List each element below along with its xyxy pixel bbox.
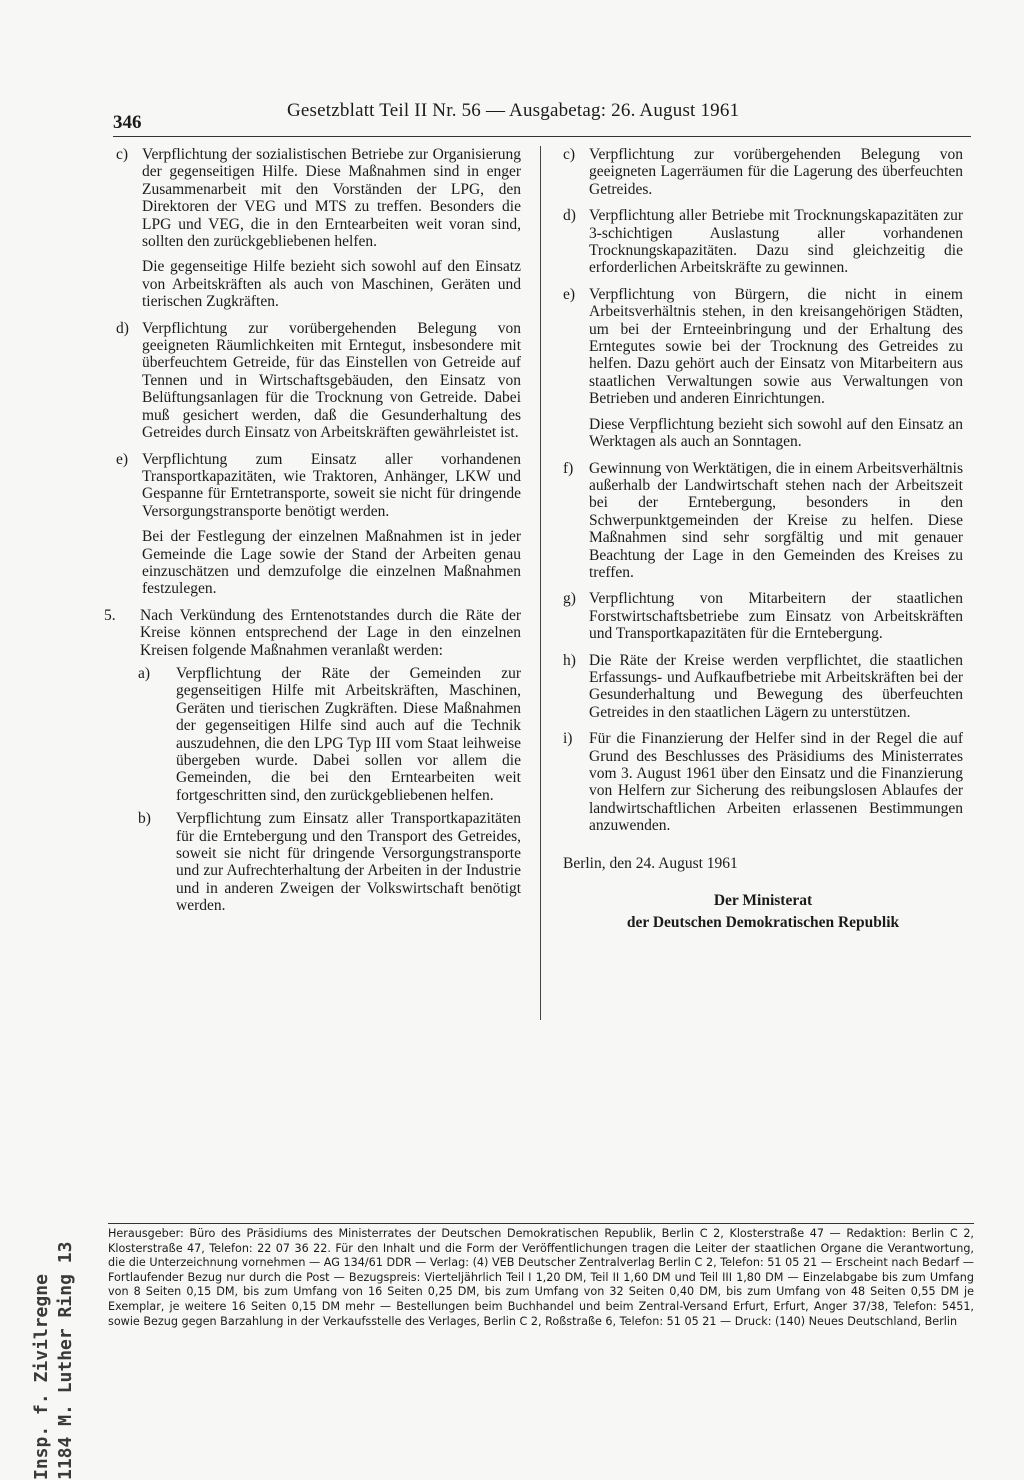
paragraph: Nach Verkündung des Erntenotstandes durch die Räte der Kreise können entsprechend der Lage in den einzelnen Kreisen folgende Maßnahmen veranlaßt werden:: [140, 606, 521, 659]
item-marker: e): [116, 450, 129, 468]
paragraph: Verpflichtung der Räte der Gemeinden zur gegenseitigen Hilfe mit Arbeitskräften, Maschinen, Geräten und tierischen Zugkräften. Diese Maßnahmen der gegenseitigen Hilfe sind auch auf die Technik auszudehnen, die den LPG Typ III vom Staat leihweise übergeben wurde. Dabei sollen vor allem die Gemeinden, die bei den Erntearbeiten weit fortgeschritten sind, den zurückgebliebenen helfen.: [176, 664, 521, 804]
stamp-line: 1184 M. Luther Ring 13: [55, 1241, 76, 1480]
paragraph: Verpflichtung zur vorübergehenden Belegung von geeigneten Lagerräumen für die Lagerung des überfeuchten Getreides.: [589, 146, 963, 198]
item-marker: g): [563, 590, 576, 608]
right-column: [563, 146, 963, 934]
paragraph: Verpflichtung der sozialistischen Betriebe zur Organisierung der gegenseitigen Hilfe. Diese Maßnahmen sind in enger Zusammenarbeit mit den Vorständen der LPG, den Direktoren der VEG und MTS zu treffen. Besonders die LPG und VEG, die in den Erntearbeiten weit voran sind, sollten den zurückgebliebenen helfen.: [142, 146, 521, 251]
paragraph: Verpflichtung zur vorübergehenden Belegung von geeigneten Räumlichkeiten mit Erntegut, insbesondere mit überfeuchtem Getreide, für das Einstellen von Getreide auf Tennen und in Wirtschaftsgebäuden, den Einsatz von Belüftungsanlagen für die Trocknung von Getreide. Dabei muß gesichert werden, daß die Gesunderhaltung des Getreides durch Einsatz von Arbeitskräften gewährleistet ist.: [142, 319, 521, 442]
list-item-i: [563, 730, 963, 834]
item-marker: c): [563, 146, 576, 163]
item-marker: a): [138, 664, 151, 682]
numbered-item-5: [104, 606, 521, 915]
header-rule: [113, 136, 971, 137]
list-item-b: [138, 810, 521, 915]
paragraph: Verpflichtung von Mitarbeitern der staatlichen Forstwirtschaftsbetriebe zum Einsatz von Arbeitskräften und Transportkapazitäten für die Erntebergung.: [589, 590, 963, 643]
signature-line: Der Ministerat: [713, 892, 813, 910]
paragraph: Für die Finanzierung der Helfer sind in der Regel die auf Grund des Beschlusses des Präsidiums des Ministerrates vom 3. August 1961 über den Einsatz und die Finanzierung von Helfern zur Sicherung des reibungslosen Ablaufes der landwirtschaftlichen Arbeiten erlassenen Bestimmungen anzuwenden.: [589, 730, 963, 835]
signature-block: [563, 890, 963, 934]
stamp-line: Insp. f. Zivilregne: [31, 1274, 52, 1480]
paragraph: Verpflichtung von Bürgern, die nicht in einem Arbeitsverhältnis stehen, in den kreisangehörigen Städten, um bei der Ernteeinbringung und der Erhaltung des Erntegutes sowie bei der Trocknung des Getreides zu helfen. Dazu gehört auch der Einsatz von Mitarbeitern aus staatlichen Verwaltungen sowie aus Verwaltungen von Betrieben und anderen Einrichtungen.: [589, 285, 963, 408]
item-marker: c): [116, 146, 129, 163]
list-item-h: [563, 652, 963, 722]
item-marker: e): [563, 285, 576, 303]
list-item-f: [563, 460, 963, 582]
paragraph: Diese Verpflichtung bezieht sich sowohl auf den Einsatz an Werktagen als auch an Sonntagen.: [589, 415, 963, 451]
item-marker: d): [563, 207, 576, 225]
column-divider: [540, 146, 541, 1020]
page-header: [0, 0, 1024, 140]
list-item-e: [116, 451, 521, 598]
list-item-c: [116, 146, 521, 311]
paragraph: Die gegenseitige Hilfe bezieht sich sowohl auf den Einsatz von Arbeitskräften als auch von Maschinen, Geräten und tierischen Zugkräften.: [142, 258, 521, 311]
item-marker: d): [116, 319, 129, 337]
paragraph: Verpflichtung aller Betriebe mit Trocknungskapazitäten zur 3-schichtigen Auslastung aller vorhandenen Trocknungskapazitäten. Dazu sind gleichzeitig die erforderlichen Arbeitskräfte zu gewinnen.: [589, 207, 963, 277]
list-item-d: [116, 320, 521, 442]
item-marker: i): [563, 730, 573, 748]
paragraph: Verpflichtung zum Einsatz aller vorhandenen Transportkapazitäten, wie Traktoren, Anhänger, LKW und Gespanne für Erntetransporte, soweit sie nicht für dringende Versorgungstransporte benötigt werden.: [142, 450, 521, 520]
paragraph: Gewinnung von Werktätigen, die in einem Arbeitsverhältnis außerhalb der Landwirtschaft stehen nach der Arbeitszeit bei der Erntebergung, besonders in den Schwerpunktgemeinden der Kreise zu helfen. Diese Maßnahmen sind sehr sorgfältig und mit genauer Beachtung der Lage in den Gemeinden des Kreises zu treffen.: [589, 459, 963, 581]
list-item-e: [563, 286, 963, 451]
list-item-c: [563, 146, 963, 198]
list-item-d: [563, 207, 963, 277]
running-title: Gesetzblatt Teil II Nr. 56 — Ausgabetag: 26. August 1961: [287, 100, 740, 121]
page-number: 346: [113, 112, 142, 133]
library-stamp: [30, 1120, 76, 1480]
item-marker: f): [563, 459, 574, 477]
item-marker: 5.: [104, 606, 116, 624]
paragraph: Die Räte der Kreise werden verpflichtet, die staatlichen Erfassungs- und Aufkaufbetriebe mit Arbeitskräften bei der Gesunderhaltung und Bewegung des überfeuchten Getreides in den staatlichen Lägern zu unterstützen.: [589, 651, 963, 721]
paragraph: Bei der Festlegung der einzelnen Maßnahmen ist in jeder Gemeinde die Lage sowie der Stand der Arbeiten genau einzuschätzen und demzufolge die einzelnen Maßnahmen festzulegen.: [142, 528, 521, 598]
item-marker: h): [563, 651, 576, 669]
signature-line: der Deutschen Demokratischen Republik: [626, 914, 900, 932]
imprint-text: Herausgeber: Büro des Präsidiums des Ministerrates der Deutschen Demokratischen Republik, Berlin C 2, Klosterstraße 47 — Redaktion: Berlin C 2, Klosterstraße 47, Telefon: 22 07 36 22. Für den Inhalt und die Form der Veröffentlichungen tragen die Leiter der staatlichen Organe die Verantwortung, die die Unterzeichnung vornehmen — AG 134/61 DDR — Verlag: (4) VEB Deutscher Zentralverlag Berlin C 2, Telefon: 51 05 21 — Erscheint nach Bedarf — Fortlaufender Bezug nur durch die Post — Bezugspreis: Vierteljährlich Teil I 1,20 DM, Teil II 1,60 DM und Teil III 1,80 DM — Einzelabgabe bis zum Umfang von 8 Seiten 0,15 DM, bis zum Umfang von 16 Seiten 0,25 DM, bis zum Umfang von 32 Seiten 0,40 DM, bis zum Umfang von 48 Seiten 0,55 DM je Exemplar, je weitere 16 Seiten 0,15 DM mehr — Bestellungen beim Buchhandel und beim Zentral-Versand Erfurt, Erfurt, Anger 37/38, Telefon: 5451, sowie Bezug gegen Barzahlung in der Verkaufsstelle des Verlages, Berlin C 2, Roßstraße 6, Telefon: 51 05 21 — Druck: (140) Neues Deutschland, Berlin: [108, 1227, 974, 1328]
place-date: Berlin, den 24. August 1961: [563, 854, 738, 872]
imprint-rule: [108, 1223, 974, 1224]
paragraph: Verpflichtung zum Einsatz aller Transportkapazitäten für die Erntebergung und den Transport des Getreides, soweit sie nicht für dringende Versorgungstransporte und zur Aufrechterhaltung der Arbeiten in der Industrie und in anderen Zweigen der Volkswirtschaft benötigt werden.: [176, 810, 521, 915]
sub-list: [138, 664, 521, 915]
list-item-a: [138, 664, 521, 804]
list-item-g: [563, 590, 963, 642]
left-column: [104, 146, 521, 921]
item-marker: b): [138, 810, 151, 828]
